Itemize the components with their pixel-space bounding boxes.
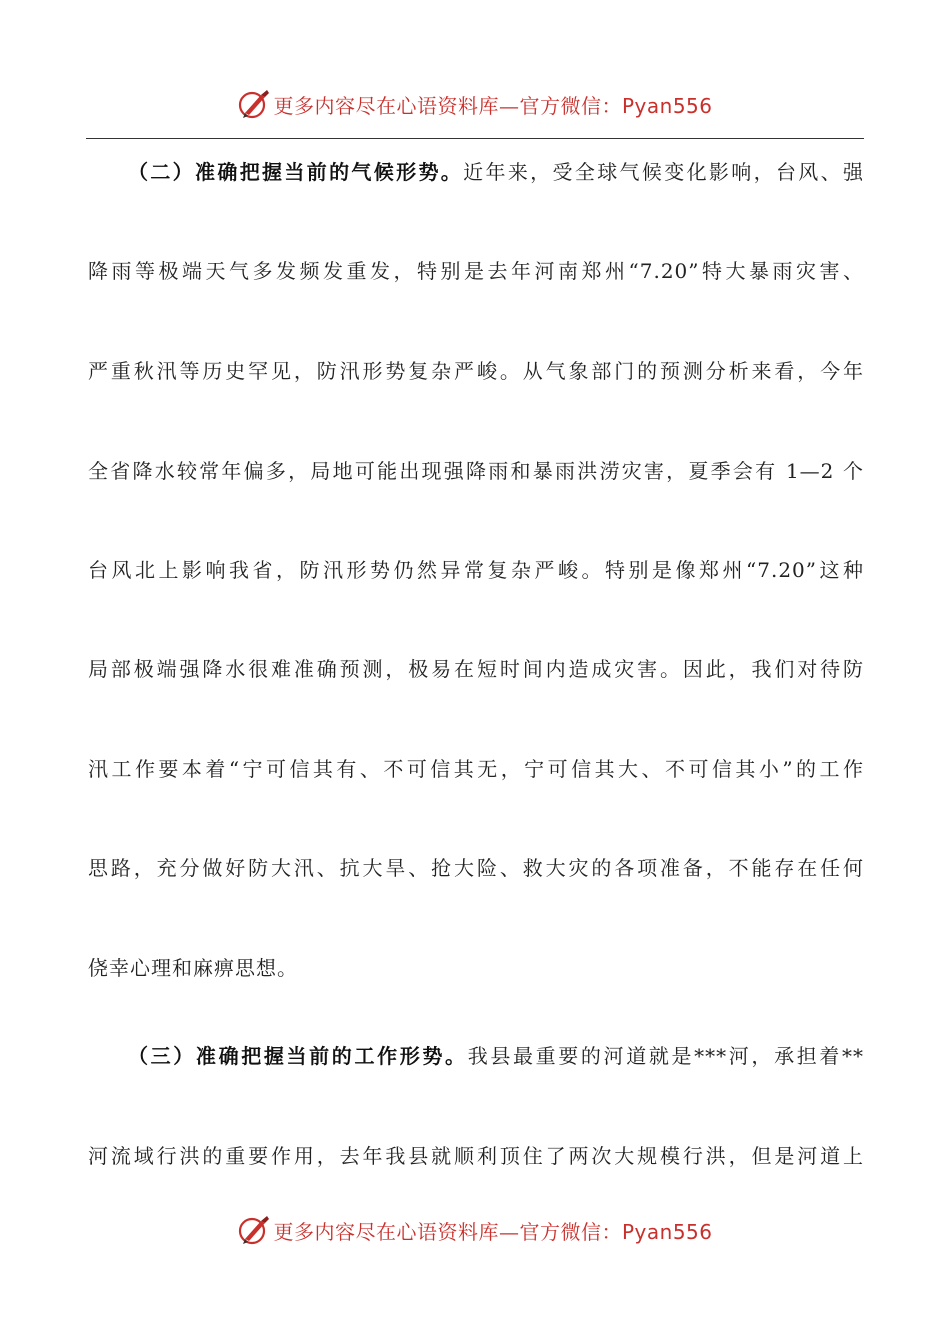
paragraph-line: （二）准确把握当前的气候形势。近年来，受全球气候变化影响，台风、强: [128, 160, 864, 184]
footer-watermark: [0, 1210, 950, 1250]
paragraph-line: 思路，充分做好防大汛、抗大旱、抢大险、救大灾的各项准备，不能存在任何: [88, 856, 864, 880]
watermark-text: 更多内容尽在心语资料库—官方微信：Pyan556: [273, 93, 713, 118]
section-heading: （二）准确把握当前的气候形势。: [128, 160, 464, 184]
header-rule: [86, 138, 864, 139]
paragraph-line: 全省降水较常年偏多，局地可能出现强降雨和暴雨洪涝灾害，夏季会有 1—2 个: [88, 459, 864, 483]
paragraph-line: 局部极端强降水很难准确预测，极易在短时间内造成灾害。因此，我们对待防: [88, 657, 864, 681]
paragraph-line: 台风北上影响我省，防汛形势仍然异常复杂严峻。特别是像郑州“7.20”这种: [88, 558, 864, 582]
paragraph-line: 侥幸心理和麻痹思想。: [88, 956, 298, 980]
paragraph-line: 河流域行洪的重要作用，去年我县就顺利顶住了两次大规模行洪，但是河道上: [88, 1144, 864, 1168]
pen-logo-icon: [237, 87, 271, 121]
pen-logo-icon: [237, 1213, 271, 1247]
paragraph-line: （三）准确把握当前的工作形势。我县最重要的河道就是***河，承担着**: [128, 1044, 864, 1068]
paragraph-line: 严重秋汛等历史罕见，防汛形势复杂严峻。从气象部门的预测分析来看，今年: [88, 359, 864, 383]
paragraph-line: 降雨等极端天气多发频发重发，特别是去年河南郑州“7.20”特大暴雨灾害、: [88, 259, 864, 283]
paragraph-line: 汛工作要本着“宁可信其有、不可信其无，宁可信其大、不可信其小”的工作: [88, 757, 864, 781]
section-heading: （三）准确把握当前的工作形势。: [128, 1044, 468, 1068]
watermark-text: 更多内容尽在心语资料库—官方微信：Pyan556: [273, 1219, 713, 1244]
header-watermark: [0, 84, 950, 124]
